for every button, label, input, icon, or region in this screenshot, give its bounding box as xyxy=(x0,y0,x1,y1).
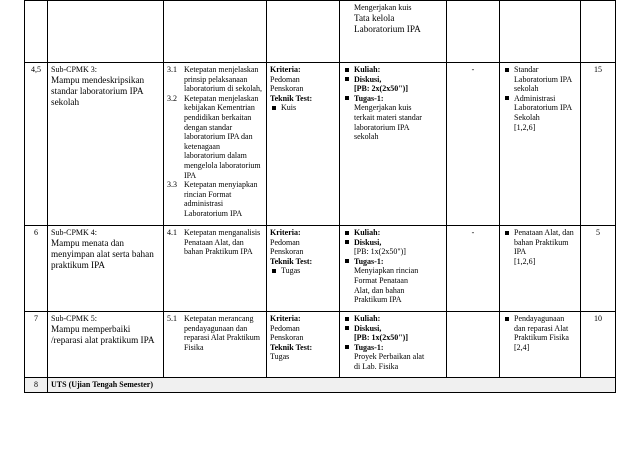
cell-metode xyxy=(340,1,447,63)
cell-kriteria xyxy=(267,226,340,312)
table-row xyxy=(25,312,616,378)
cell-daring xyxy=(447,1,500,63)
cpmk-text: Mampu mendeskripsikan standar laboratorium IPA sekolah xyxy=(51,74,145,107)
kuliah-item: Kuliah: xyxy=(343,314,443,324)
cell-bobot: 5 xyxy=(581,226,616,312)
cell-no: 6 xyxy=(25,226,48,312)
cell-indikator xyxy=(164,226,267,312)
indikator-item: 3.3 Ketepatan menyiapkan rincian Format administrasi Laboratorium IPA xyxy=(167,180,258,218)
teknik-label: Teknik Test: xyxy=(270,342,313,352)
cell-kriteria xyxy=(267,63,340,226)
bullet-icon xyxy=(345,231,349,235)
tugas-line: laboratorium IPA xyxy=(354,122,410,132)
cell-indikator xyxy=(164,63,267,226)
pb-text: [PB: 1x(2x50")] xyxy=(354,333,408,343)
rps-table xyxy=(24,0,616,393)
cell-kriteria xyxy=(267,1,340,63)
cell-metode xyxy=(340,312,447,378)
teknik-label: Teknik Test: xyxy=(270,93,313,103)
cell-daring: - xyxy=(447,226,500,312)
cell-cpmk xyxy=(48,1,164,63)
bullet-icon xyxy=(345,345,349,349)
bullet-icon xyxy=(345,68,349,72)
materi-ref: [2,4] xyxy=(514,342,530,352)
materi-ref: [1,2,6] xyxy=(514,256,536,266)
bullet-icon xyxy=(272,106,276,110)
materi-item: Pendayagunaan dan reparasi Alat Praktikum Fisika xyxy=(503,314,577,343)
cell-daring: - xyxy=(447,63,500,226)
pb-text: [PB: 2x(2x50")] xyxy=(354,84,408,94)
cell-metode xyxy=(340,226,447,312)
bullet-icon xyxy=(345,326,349,330)
kriteria-line: Penskoran xyxy=(270,333,304,343)
tugas-line: Menyiapkan rincian xyxy=(354,266,419,276)
diskusi-item: Diskusi, xyxy=(343,75,443,85)
tugas-item: Tugas-1: xyxy=(343,94,443,104)
bullet-icon xyxy=(505,231,509,235)
cell-bobot: 10 xyxy=(581,312,616,378)
tugas-line: terkait materi standar xyxy=(354,112,422,122)
bullet-icon xyxy=(272,269,276,273)
bullet-icon xyxy=(345,259,349,263)
cell-bobot: 15 xyxy=(581,63,616,226)
table-row-uts xyxy=(25,378,616,393)
materi-item: Standar Laboratorium IPA sekolah xyxy=(503,65,577,94)
cell-kriteria xyxy=(267,312,340,378)
cell-indikator xyxy=(164,312,267,378)
bullet-icon xyxy=(505,317,509,321)
kriteria-line: Pedoman xyxy=(270,237,300,247)
cell-indikator xyxy=(164,1,267,63)
cell-bobot xyxy=(581,1,616,63)
materi-ref: [1,2,6] xyxy=(514,122,536,132)
indikator-item: 4.1 Ketepatan menganalisis Penataan Alat, dan bahan Praktikum IPA xyxy=(167,228,261,257)
tugas-line: Proyek Perbaikan alat xyxy=(354,352,425,362)
cell-cpmk xyxy=(48,63,164,226)
tugas-item: Tugas-1: xyxy=(343,343,443,353)
table-row-continuation xyxy=(25,1,616,63)
kriteria-label: Kriteria: xyxy=(270,314,301,323)
cell-materi xyxy=(500,312,581,378)
bullet-icon xyxy=(345,317,349,321)
cpmk-text: Mampu menata dan menyimpan alat serta bahan praktikum IPA xyxy=(51,237,154,270)
text-line: Laboratorium IPA xyxy=(354,23,421,34)
cell-no: 7 xyxy=(25,312,48,378)
bullet-icon xyxy=(505,68,509,72)
cpmk-label: Sub-CPMK 4: xyxy=(51,228,98,237)
teknik-value: Kuis xyxy=(270,103,336,113)
tugas-line: di Lab. Fisika xyxy=(354,361,399,371)
materi-item: Penataan Alat, dan bahan Praktikum IPA xyxy=(503,228,577,257)
bullet-icon xyxy=(345,240,349,244)
kriteria-line: Pedoman xyxy=(270,74,300,84)
teknik-label: Teknik Test: xyxy=(270,256,313,266)
teknik-value: Tugas xyxy=(270,266,336,276)
indikator-item: 3.2 Ketepatan menjelaskan kebijakan Kementrian pendidikan berkaitan dengan standar laboratorium IPA dan ketenagaan laboratorium dalam mengelola laboratorium IPA xyxy=(167,93,261,180)
indikator-item: 5.1 Ketepatan merancang pendayagunaan dan reparasi Alat Praktikum Fisika xyxy=(167,314,260,352)
kriteria-line: Penskoran xyxy=(270,247,304,257)
bullet-icon xyxy=(345,96,349,100)
cell-cpmk xyxy=(48,312,164,378)
pb-text: [PB: 1x(2x50")] xyxy=(354,247,406,257)
table-row xyxy=(25,63,616,226)
table-row xyxy=(25,226,616,312)
kuliah-item: Kuliah: xyxy=(343,228,443,238)
bullet-icon xyxy=(505,96,509,100)
teknik-value: Tugas xyxy=(270,352,290,362)
kriteria-label: Kriteria: xyxy=(270,228,301,237)
bullet-icon xyxy=(345,77,349,81)
diskusi-item: Diskusi, xyxy=(343,324,443,334)
cpmk-label: Sub-CPMK 5: xyxy=(51,314,98,323)
cell-materi xyxy=(500,63,581,226)
uts-label: UTS (Ujian Tengah Semester) xyxy=(48,378,616,393)
text-line: Mengerjakan kuis xyxy=(354,3,412,12)
kriteria-label: Kriteria: xyxy=(270,65,301,74)
cell-daring xyxy=(447,312,500,378)
cell-materi xyxy=(500,1,581,63)
cell-no xyxy=(25,1,48,63)
kriteria-line: Penskoran xyxy=(270,84,304,94)
cell-no: 8 xyxy=(25,378,48,393)
tugas-line: sekolah xyxy=(354,132,379,142)
tugas-line: Praktikum IPA xyxy=(354,295,402,305)
tugas-line: Alat, dan bahan xyxy=(354,285,405,295)
cell-metode xyxy=(340,63,447,226)
kriteria-line: Pedoman xyxy=(270,323,300,333)
cell-cpmk xyxy=(48,226,164,312)
cpmk-label: Sub-CPMK 3: xyxy=(51,65,98,74)
cell-no: 4,5 xyxy=(25,63,48,226)
indikator-item: 3.1 Ketepatan menjelaskan prinsip pelaksanaan laboratorium di sekolah, xyxy=(167,65,262,94)
materi-item: Administrasi Laboratorium IPA Sekolah xyxy=(503,94,577,123)
tugas-item: Tugas-1: xyxy=(343,257,443,267)
tugas-line: Format Penataan xyxy=(354,275,408,285)
cpmk-text: Mampu memperbaiki /reparasi alat praktikum IPA xyxy=(51,323,155,345)
kuliah-item: Kuliah: xyxy=(343,65,443,75)
tugas-line: Mengerjakan kuis xyxy=(354,103,412,113)
text-line: Tata kelola xyxy=(354,12,395,23)
cell-materi xyxy=(500,226,581,312)
diskusi-item: Diskusi, xyxy=(343,238,443,248)
